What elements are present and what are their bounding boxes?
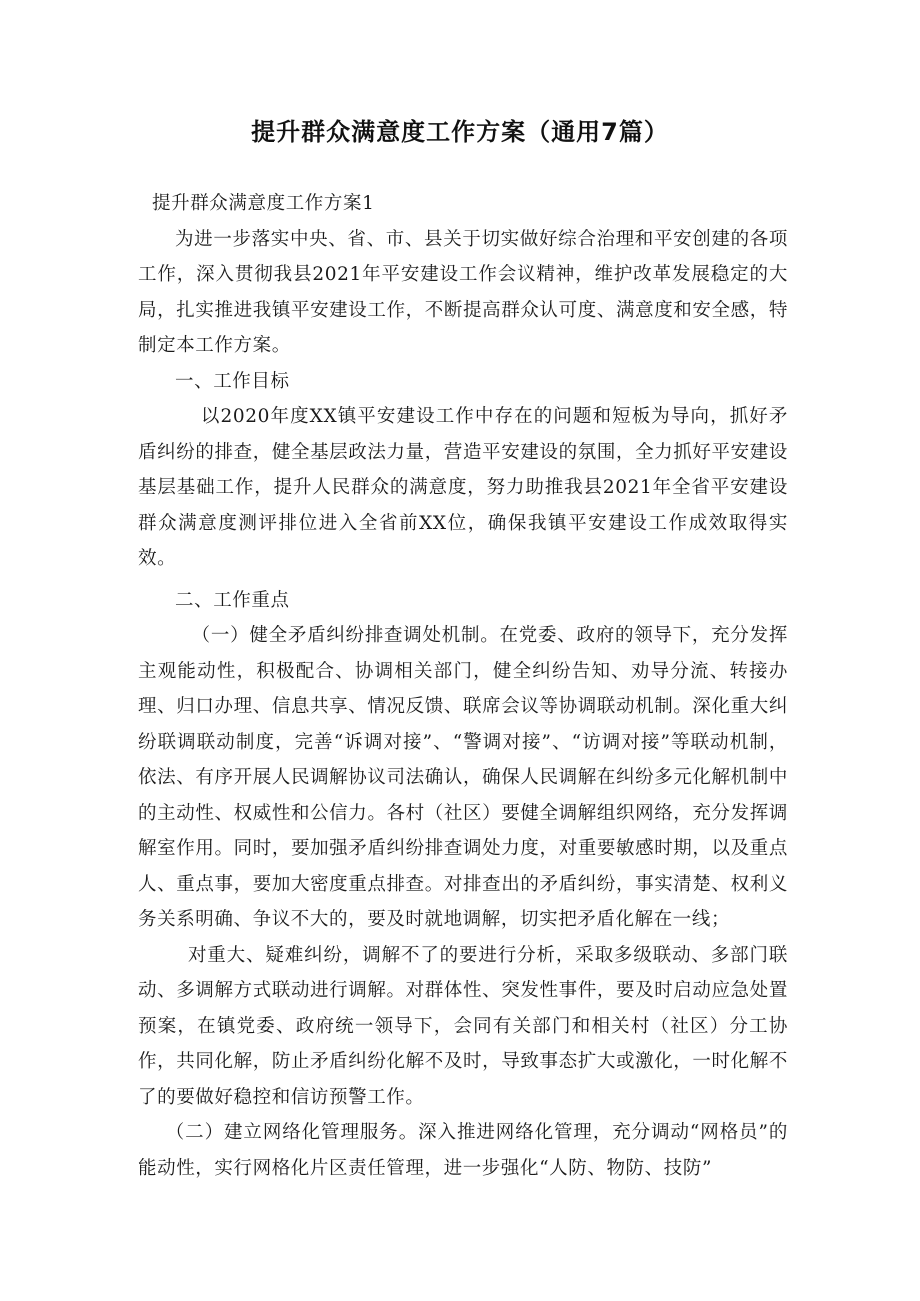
paragraph-focus-1: （一）健全矛盾纠纷排查调处机制。在党委、政府的领导下，充分发挥主观能动性，积极配合、协调相关部门，健全纠纷告知、劝导分流、转接办理、归口办理、信息共享、情况反馈、联席会议等协调联动机制。深化重大纠纷联调联动制度，完善“诉调对接”、“警调对接”、“访调对接”等联动机制，依法、有序开展人民调解协议司法确认，确保人民调解在纠纷多元化解机制中的主动性、权威性和公信力。各村（社区）要健全调解组织网络，充分发挥调解室作用。同时，要加强矛盾纠纷排查调处力度，对重要敏感时期，以及重点人、重点事，要加大密度重点排查。对排查出的矛盾纠纷，事实清楚、权利义务关系明确、争议不大的，要及时就地调解，切实把矛盾化解在一线； bbox=[138, 625, 788, 930]
section-title: 提升群众满意度工作方案1 bbox=[152, 193, 375, 214]
heading-work-focus: 二、工作重点 bbox=[175, 589, 290, 611]
paragraph-focus-2: （二）建立网络化管理服务。深入推进网络化管理，充分调动“网格员”的能动性，实行网格化片区责任管理，进一步强化“人防、物防、技防” bbox=[138, 1122, 788, 1179]
paragraph-focus-1-cont: 对重大、疑难纠纷，调解不了的要进行分析，采取多级联动、多部门联动、多调解方式联动进行调解。对群体性、突发性事件，要及时启动应急处置预案，在镇党委、政府统一领导下，会同有关部门和相关村（社区）分工协作，共同化解，防止矛盾纠纷化解不及时，导致事态扩大或激化，一时化解不了的要做好稳控和信访预警工作。 bbox=[138, 944, 788, 1108]
document-body bbox=[138, 186, 788, 1186]
heading-work-goals: 一、工作目标 bbox=[175, 370, 290, 392]
document-title: 提升群众满意度工作方案（通用7篇） bbox=[251, 118, 669, 146]
paragraph-goals: 以2020年度XX镇平安建设工作中存在的问题和短板为导向，抓好矛盾纠纷的排查，健全基层政法力量，营造平安建设的氛围，全力抓好平安建设基层基础工作，提升人民群众的满意度，努力助推我县2021年全省平安建设群众满意度测评排位进入全省前XX位，确保我镇平安建设工作成效取得实效。 bbox=[138, 406, 788, 569]
paragraph-intro: 为进一步落实中央、省、市、县关于切实做好综合治理和平安创建的各项工作，深入贯彻我县2021年平安建设工作会议精神，维护改革发展稳定的大局，扎实推进我镇平安建设工作，不断提高群众认可度、满意度和安全感，特制定本工作方案。 bbox=[138, 228, 788, 356]
